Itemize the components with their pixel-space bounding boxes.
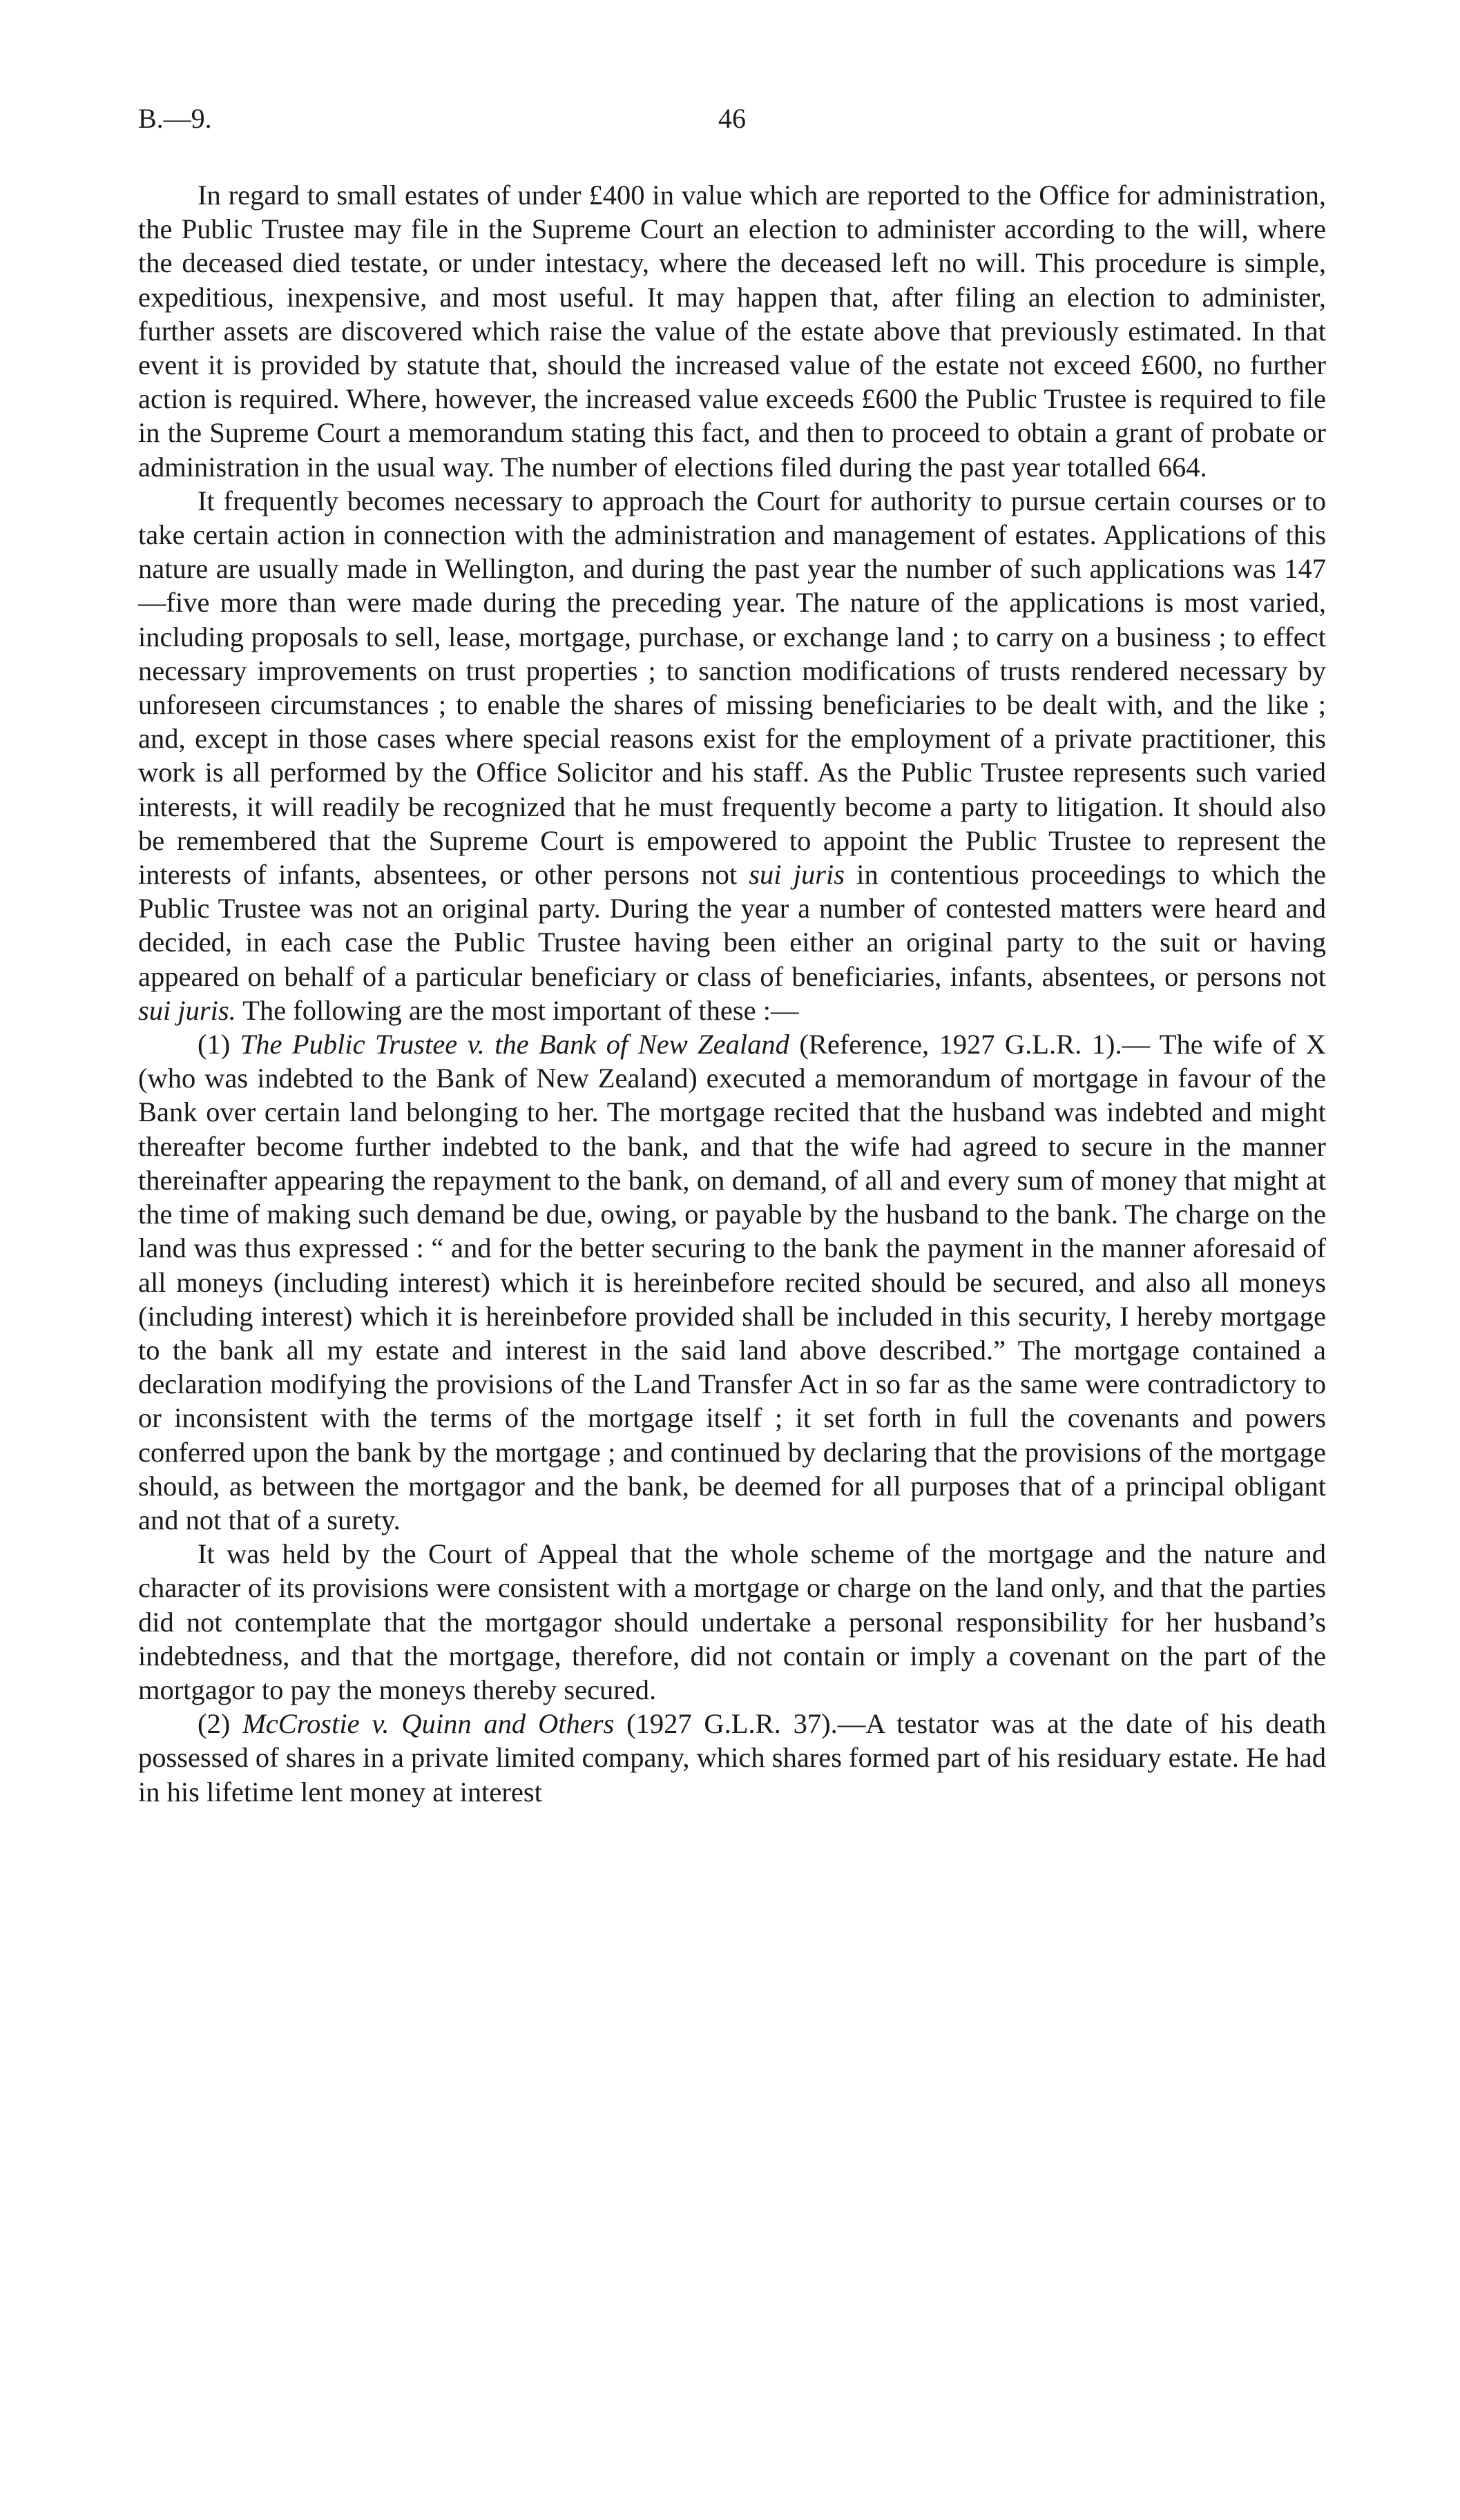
paragraph-text: In regard to small estates of under £400 in value which are reported to the Office for administration, the Public Trustee may file in the Supreme Court an election to administer according to the will, where the deceased died testate, or under intestacy, where the deceased left no will. This procedure is simple, expeditious, inexpensive, and most useful. It may happen that, after filing an election to administer, further assets are discovered which raise the value of the estate above that previously estimated. In that event it is provided by statute that, should the increased value of the estate not exceed £600, no further action is required. Where, however, the increased value exceeds £600 the Public Trustee is required to file in the Supreme Court a memorandum stating this fact, and then to proceed to obtain a grant of probate or administration in the usual way. The number of elections filed during the past year totalled 664.: [138, 180, 1326, 483]
paragraph-text: (1927 G.L.R. 37).—A testator was at the date of his death possessed of shares in a private limited company, which shares formed part of his residuary estate. He had in his lifetime lent money at interest: [138, 1708, 1327, 1807]
paragraph-text: It frequently becomes necessary to approach the Court for authority to pursue certain courses or to take certain action in connection with the administration and management of estates. Applications of this nature are usually made in Wellington, and during the past year the number of such applications was 147—five more than were made during the preceding year. The nature of the applications is most varied, including proposals to sell, lease, mortgage, purchase, or exchange land ; to carry on a business ; to effect necessary improvements on trust properties ; to sanction modifications of trusts rendered necessary by unforeseen circumstances ; to enable the shares of missing beneficiaries to be dealt with, and the like ; and, except in those cases where special reasons exist for the employment of a private practitioner, this work is all performed by the Office Solicitor and his staff. As the Public Trustee represents such varied interests, it will readily be recognized that he must frequently become a party to litigation. It should also be remembered that the Supreme Court is empowered to appoint the Public Trustee to represent the interests of infants, absentees, or other persons not: [138, 485, 1326, 891]
latin-term: sui juris.: [138, 994, 236, 1026]
paragraph-case-1-held: [138, 1537, 1326, 1707]
paragraph-text: in contentious proceedings to which the Public Trustee was not an original party. During the year a number of contested matters were heard and decided, in each case the Public Trustee having been either an original party to the suit or having appeared on behalf of a particular beneficiary or class of beneficiaries, infants, absentees, or persons not: [138, 859, 1327, 992]
case-number: (1): [198, 1029, 231, 1060]
paragraph-small-estates: [138, 178, 1326, 484]
paragraph-text: It was held by the Court of Appeal that the whole scheme of the mortgage and the nature and character of its provisions were consistent with a mortgage or charge on the land only, and that the parties did not contemplate that the mortgagor should undertake a personal responsibility for her husband’s indebtedness, and that the mortgage, therefore, did not contain or imply a covenant on the part of the mortgagor to pay the moneys thereby secured.: [138, 1538, 1326, 1705]
paragraph-court-applications: [138, 484, 1326, 1027]
case-title: The Public Trustee v. the Bank of New Zealand: [240, 1029, 789, 1060]
body-text: [138, 178, 1326, 1809]
page-number: 46: [718, 103, 746, 134]
paragraph-text: The following are the most important of these :—: [242, 994, 799, 1026]
latin-term: sui juris: [749, 859, 845, 891]
paragraph-text: (Reference, 1927 G.L.R. 1).— The wife of X (who was indebted to the Bank of New Zealand) executed a memorandum of mortgage in favour of the Bank over certain land belonging to her. The mortgage recited that the husband was indebted and might thereafter become further indebted to the bank, and that the wife had agreed to secure in the manner thereinafter appearing the repayment to the bank, on demand, of all and every sum of money that might at the time of making such demand be due, owing, or payable by the husband to the bank. The charge on the land was thus expressed : “ and for the better securing to the bank the payment in the manner aforesaid of all moneys (including interest) which it is hereinbefore recited should be secured, and also all moneys (including interest) which it is hereinbefore provided shall be included in this security, I hereby mortgage to the bank all my estate and interest in the said land above described.” The mortgage contained a declaration modifying the provisions of the Land Transfer Act in so far as the same were contradictory to or inconsistent with the terms of the mortgage itself ; it set forth in full the covenants and powers conferred upon the bank by the mortgage ; and continued by declaring that the provisions of the mortgage should, as between the mortgagor and the bank, be deemed for all purposes that of a principal obligant and not that of a surety.: [138, 1029, 1327, 1535]
page-header: [138, 102, 1326, 144]
case-title: McCrostie v. Quinn and Others: [242, 1708, 615, 1740]
paragraph-case-1: [138, 1027, 1326, 1537]
paragraph-case-2: [138, 1707, 1326, 1809]
report-reference: B.—9.: [138, 103, 212, 134]
case-number: (2): [198, 1708, 231, 1740]
